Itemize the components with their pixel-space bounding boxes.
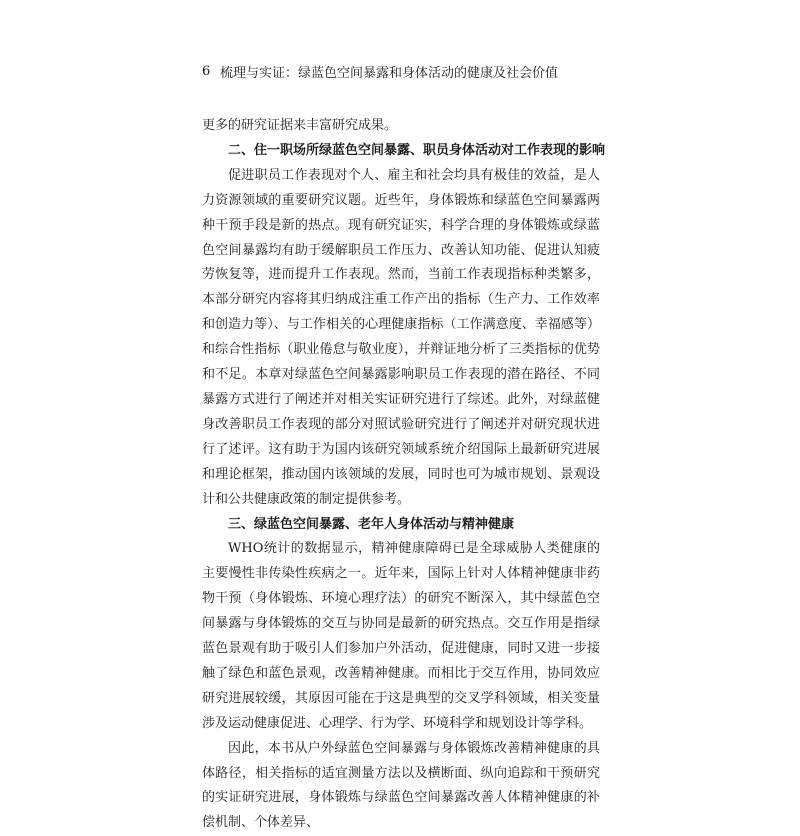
paragraph-continuation: 更多的研究证据来丰富研究成果。: [202, 118, 398, 133]
body-text: [202, 114, 606, 836]
running-header: [202, 60, 622, 82]
paragraph-book-scope: 因此，本书从户外绿蓝色空间暴露与身体锻炼改善精神健康的具体路径，相关指标的适宜测量方法以及横断面、纵向追踪和干预研究的实证研究进展，身体锻炼与绿蓝色空间暴露改善人体精神健康的补偿机制、个体差异、: [202, 740, 600, 831]
paragraph-mental-health: WHO统计的数据显示，精神健康障碍已是全球威胁人类健康的主要慢性非传染性疾病之一。近年来，国际上针对人体精神健康非药物干预（身体锻炼、环境心理疗法）的研究不断深入，其中绿蓝色空间暴露与身体锻炼的交互与协同是最新的研究热点。交互作用是指绿蓝色景观有助于吸引人们参加户外活动，促进健康，同时又进一步接触了绿色和蓝色景观，改善精神健康。而相比于交互作用，协同效应研究进展较缓，其原因可能在于这是典型的交叉学科领域，相关变量涉及运动健康促进、心理学、行为学、环境科学和规划设计等学科。: [202, 541, 600, 731]
section-heading-2: 二、住一职场所绿蓝色空间暴露、职员身体活动对工作表现的影响: [228, 142, 606, 158]
paragraph-work-performance: 促进职员工作表现对个人、雇主和社会均具有极佳的效益，是人力资源领域的重要研究议题。近些年，身体锻炼和绿蓝色空间暴露两种干预手段是新的热点。现有研究证实，科学合理的身体锻炼或绿蓝色空间暴露均有助于缓解职员工作压力、改善认知功能、促进认知疲劳恢复等，进而提升工作表现。然而，当前工作表现指标种类繁多，本部分研究内容将其归纳成注重工作产出的指标（生产力、工作效率和创造力等）、与工作相关的心理健康指标（工作满意度、幸福感等）和综合性指标（职业倦怠与敬业度），并辩证地分析了三类指标的优势和不足。本章对绿蓝色空间暴露影响职员工作表现的潜在路径、不同暴露方式进行了阐述并对相关实证研究进行了综述。此外，对绿蓝健身改善职员工作表现的部分对照试验研究进行了阐述并对研究现状进行了述评。这有助于为国内该研究领域系统介绍国际上最新研究进展和理论框架，推动国内该领域的发展，同时也可为城市规划、景观设计和公共健康政策的制定提供参考。: [202, 167, 600, 507]
section-heading-3: 三、绿蓝色空间暴露、老年人身体活动与精神健康: [228, 516, 515, 532]
running-title: 梳理与实证：绿蓝色空间暴露和身体活动的健康及社会价值: [220, 65, 559, 81]
page-number: 6: [202, 63, 211, 79]
